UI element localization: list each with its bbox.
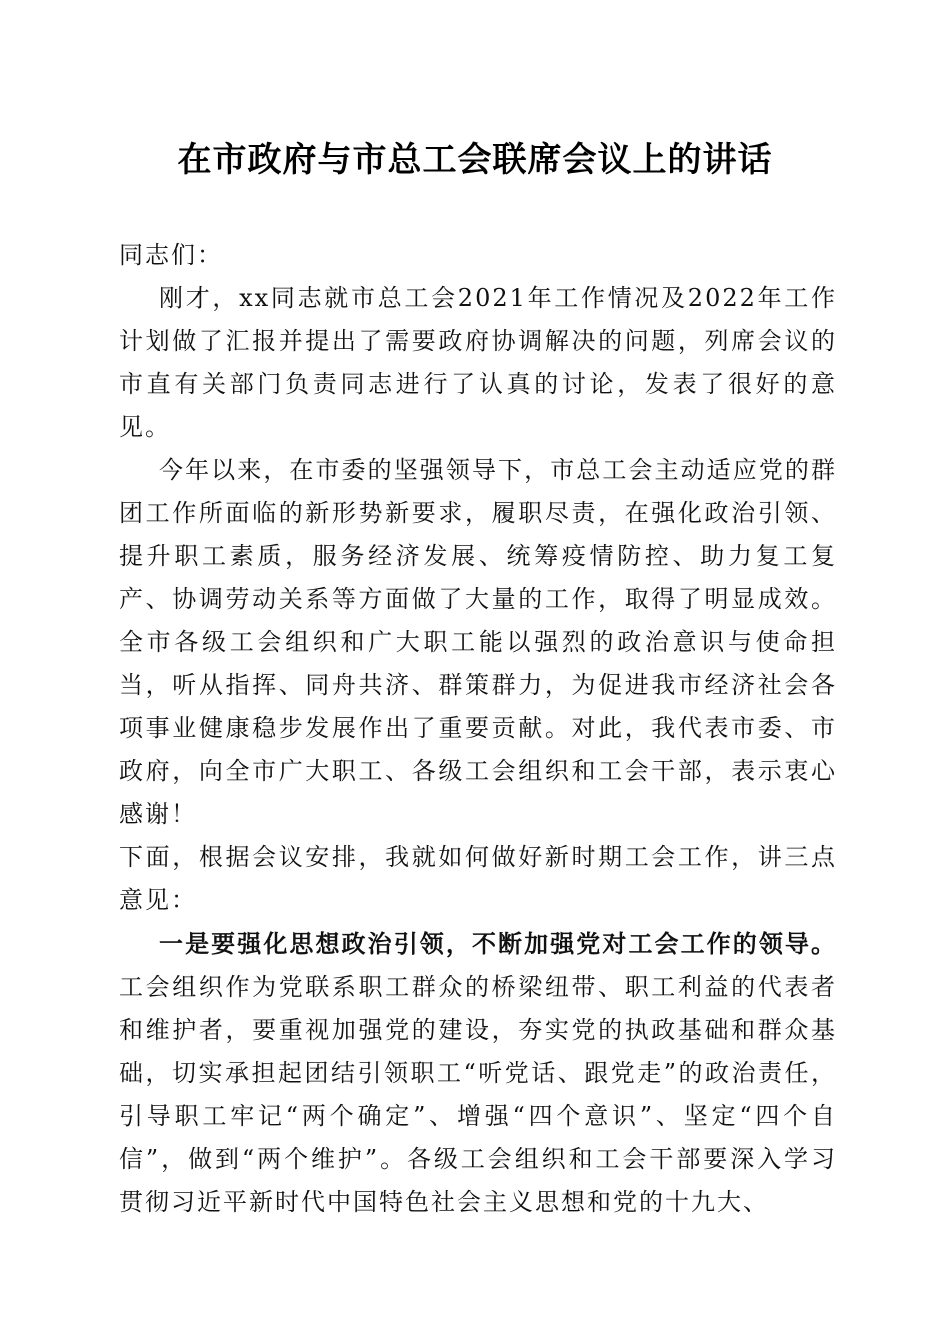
salutation: 同志们： bbox=[119, 241, 223, 269]
section-one-body: 工会组织作为党联系职工群众的桥梁纽带、职工利益的代表者和维护者，要重视加强党的建设，夯实党的执政基础和群众基础，切实承担起团结引领职工“听党话、跟党走”的政治责任，引导职工牢记“两个确定”、增强“四个意识”、坚定“四个自信”，做到“两个维护”。各级工会组织和工会干部要深入学习贯彻习近平新时代中国特色社会主义思想和党的十九大、 bbox=[119, 973, 837, 1216]
paragraph-outline: 下面，根据会议安排，我就如何做好新时期工会工作，讲三点意见： bbox=[119, 843, 837, 914]
paragraph-achievements: 今年以来，在市委的坚强领导下，市总工会主动适应党的群团工作所面临的新形势新要求，履职尽责，在强化政治引领、提升职工素质，服务经济发展、统筹疫情防控、助力复工复产、协调劳动关系等方面做了大量的工作，取得了明显成效。全市各级工会组织和广大职工能以强烈的政治意识与使命担当，听从指挥、同舟共济、群策群力，为促进我市经济社会各项事业健康稳步发展作出了重要贡献。对此，我代表市委、市政府，向全市广大职工、各级工会组织和工会干部，表示衷心感谢！ bbox=[119, 456, 837, 828]
document-title: 在市政府与市总工会联席会议上的讲话 bbox=[177, 140, 773, 180]
document-body bbox=[119, 234, 837, 1224]
section-one-heading: 一是要强化思想政治引领，不断加强党对工会工作的领导。 bbox=[159, 929, 837, 958]
paragraph-section-one bbox=[119, 922, 837, 1224]
paragraph-opening: 刚才，xx同志就市总工会2021年工作情况及2022年工作计划做了汇报并提出了需要政府协调解决的问题，列席会议的市直有关部门负责同志进行了认真的讨论，发表了很好的意见。 bbox=[119, 284, 837, 441]
